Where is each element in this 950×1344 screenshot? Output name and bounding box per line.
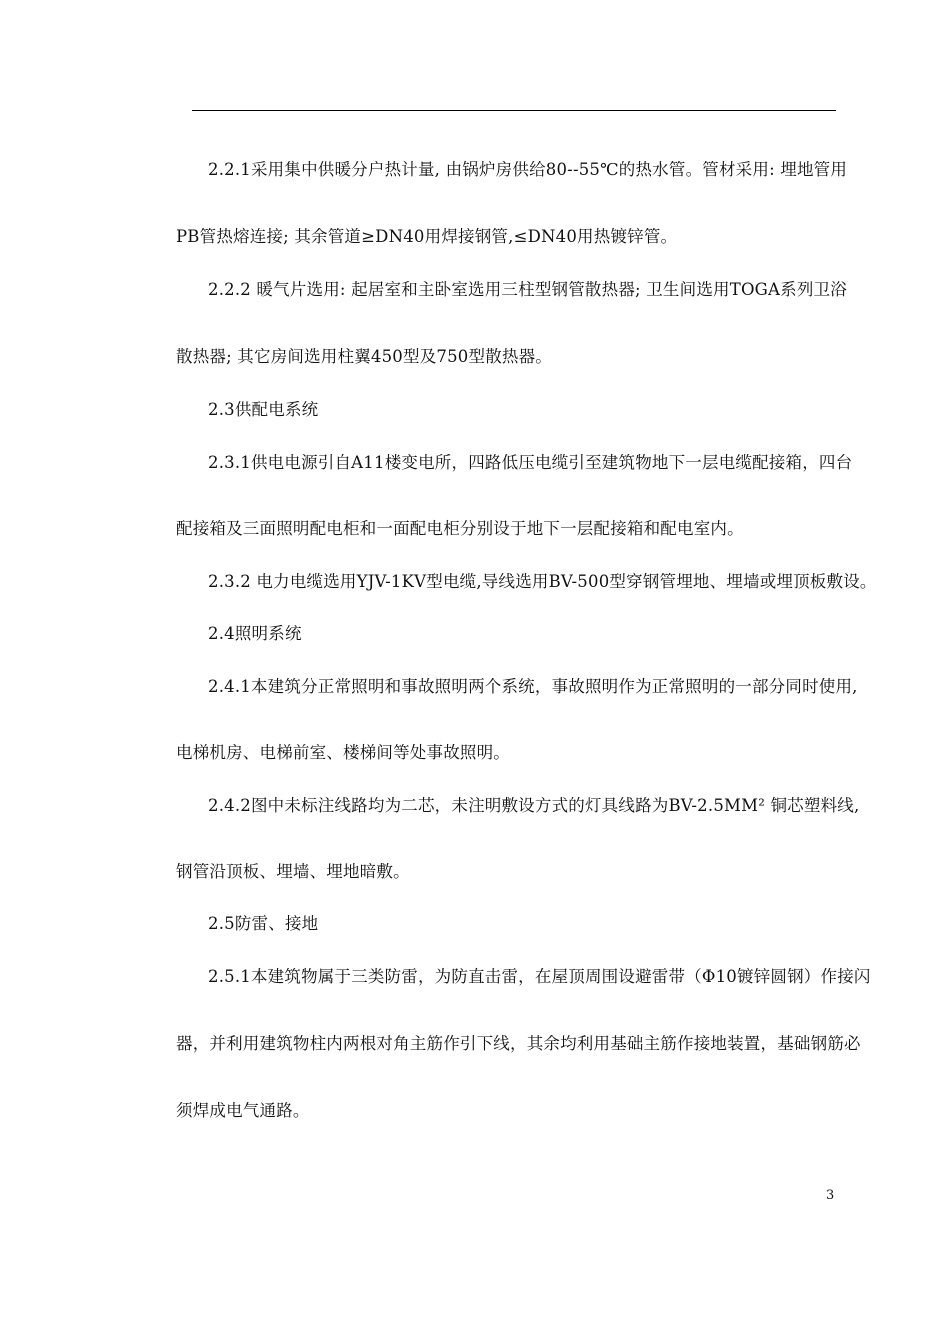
page-number: 3 [826,1188,835,1203]
paragraph-2-5-1-line-3: 须焊成电气通路。 [176,1101,310,1120]
paragraph-2-4-2-line-2: 钢管沿顶板、埋墙、埋地暗敷。 [176,862,410,881]
paragraph-2-3-1-line-1: 2.3.1供电电源引自A11楼变电所，四路低压电缆引至建筑物地下一层电缆配接箱，四台 [208,453,853,472]
paragraph-2-4-1-line-2: 电梯机房、电梯前室、楼梯间等处事故照明。 [176,743,510,762]
paragraph-2-5-1-line-2: 器，并利用建筑物柱内两根对角主筋作引下线，其余均利用基础主筋作接地装置，基础钢筋必 [176,1034,861,1053]
paragraph-2-2-2-line-2: 散热器; 其它房间选用柱翼450型及750型散热器。 [176,347,552,366]
paragraph-2-4-1-line-1: 2.4.1本建筑分正常照明和事故照明两个系统，事故照明作为正常照明的一部分同时使用, [208,677,858,696]
header-rule [192,110,836,111]
paragraph-2-3-2: 2.3.2 电力电缆选用YJV-1KV型电缆,导线选用BV-500型穿钢管埋地、埋墙或埋顶板敷设。 [208,572,877,591]
paragraph-2-2-2-line-1: 2.2.2 暖气片选用: 起居室和主卧室选用三柱型钢管散热器; 卫生间选用TOGA系列卫浴 [208,280,847,299]
section-heading-2-5: 2.5防雷、接地 [208,914,319,933]
section-heading-2-4: 2.4照明系统 [208,624,302,643]
paragraph-2-2-1-line-1: 2.2.1采用集中供暖分户热计量, 由锅炉房供给80--55℃的热水管。管材采用: 埋地管用 [208,160,848,179]
section-heading-2-3: 2.3供配电系统 [208,400,319,419]
paragraph-2-5-1-line-1: 2.5.1本建筑物属于三类防雷，为防直击雷，在屋顶周围设避雷带（Φ10镀锌圆钢）作接闪 [208,967,871,986]
paragraph-2-3-1-line-2: 配接箱及三面照明配电柜和一面配电柜分别设于地下一层配接箱和配电室内。 [176,519,744,538]
paragraph-2-4-2-line-1: 2.4.2图中未标注线路均为二芯，未注明敷设方式的灯具线路为BV-2.5MM² 铜芯塑料线, [208,796,860,815]
paragraph-2-2-1-line-2: PB管热熔连接; 其余管道≥DN40用焊接钢管,≤DN40用热镀锌管。 [176,227,678,246]
